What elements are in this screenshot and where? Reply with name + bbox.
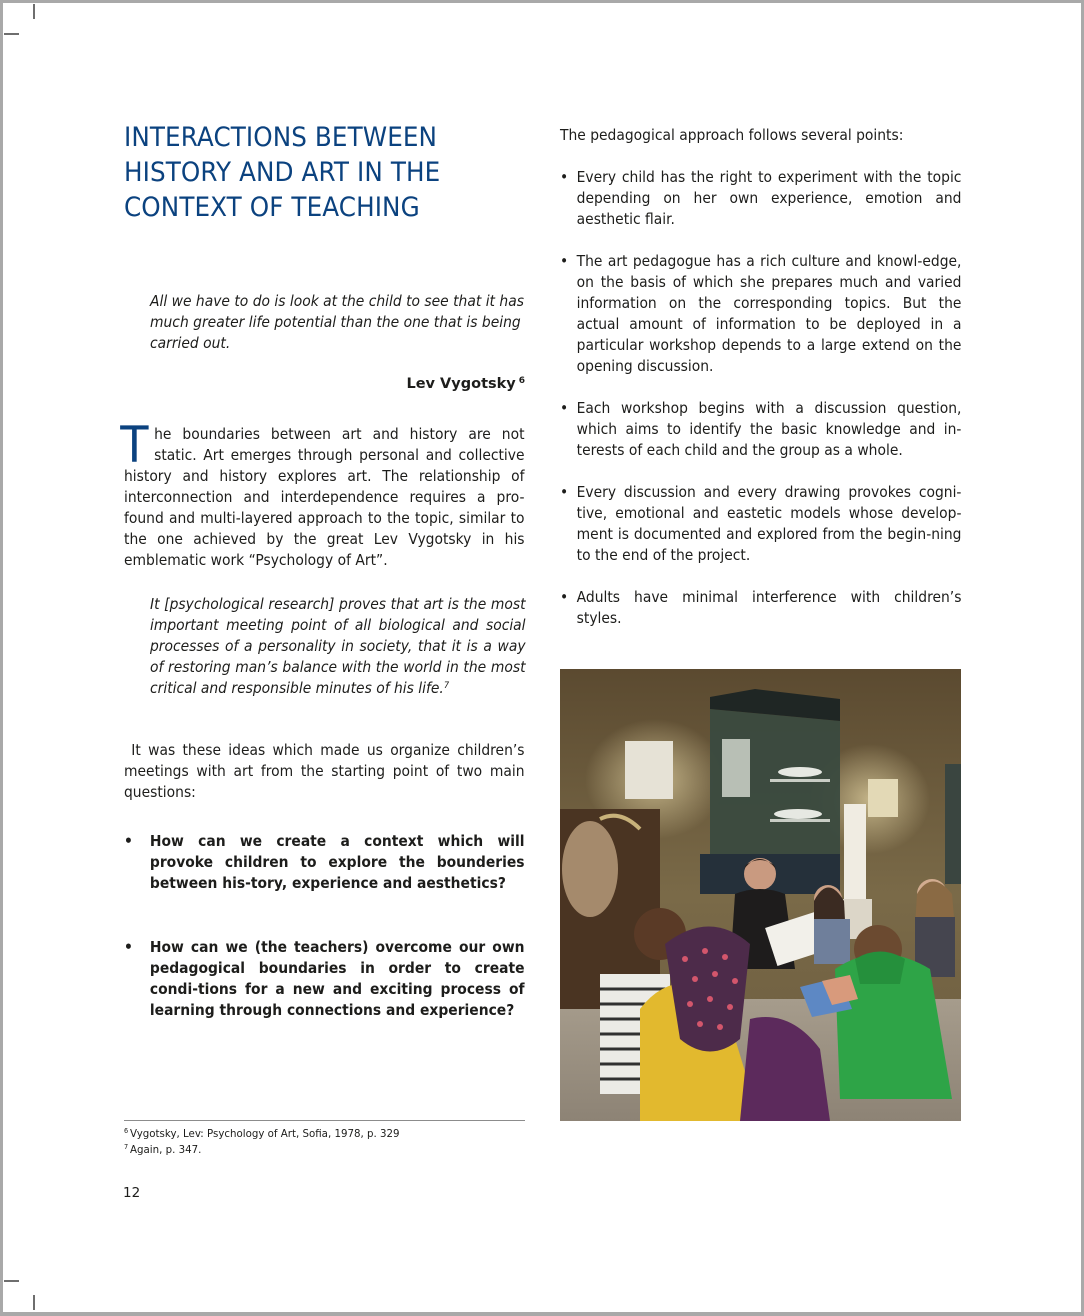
bullet-icon: • bbox=[124, 832, 133, 850]
approach-point bbox=[560, 251, 961, 377]
footnote-text: Vygotsky, Lev: Psychology of Art, Sofia, 1978, p. 329 bbox=[130, 1127, 400, 1140]
bullet-icon: • bbox=[560, 168, 569, 186]
block-quote-text: It [psychological research] proves that art is the most important meeting point of all biological and social processes of a personality in society, that it is a way of restoring man’s balance with the world in the most critical and responsible minutes of his life. bbox=[150, 595, 526, 697]
title-line: HISTORY AND ART IN THE bbox=[124, 157, 441, 188]
crop-mark bbox=[4, 33, 19, 35]
bullet-icon: • bbox=[124, 938, 133, 956]
photo-illustration bbox=[560, 669, 961, 1121]
footnote-number: 6 bbox=[124, 1127, 129, 1135]
page-title bbox=[124, 120, 533, 225]
approach-point-text: Every child has the right to experiment with the topic depending on her own experience, emotion and aesthetic flair. bbox=[576, 168, 962, 228]
title-line: CONTEXT OF TEACHING bbox=[124, 192, 420, 223]
epigraph-author: Lev Vygotsky bbox=[406, 376, 516, 392]
crop-mark bbox=[4, 1280, 19, 1282]
question-item bbox=[124, 937, 525, 1021]
approach-point-text: The art pedagogue has a rich culture and knowl-edge, on the basis of which she prepares much and varied information on the corresponding topics. But the actual amount of information to be deployed in a particular workshop depends to a large extend on the opening discussion. bbox=[576, 252, 962, 375]
approach-point-text: Adults have minimal interference with children’s styles. bbox=[576, 588, 962, 627]
drop-cap: T bbox=[120, 416, 149, 474]
page-number: 12 bbox=[123, 1185, 141, 1201]
questions-lead bbox=[124, 740, 525, 803]
bullet-icon: • bbox=[560, 588, 569, 606]
approach-point bbox=[560, 167, 961, 230]
epigraph: All we have to do is look at the child to see that it has much greater life potential than the one that is being carried out. bbox=[150, 292, 524, 352]
intro-paragraph bbox=[120, 416, 525, 571]
footnote-ref[interactable]: 6 bbox=[518, 376, 525, 386]
footnote bbox=[124, 1126, 400, 1142]
approach-intro: The pedagogical approach follows several points: bbox=[560, 126, 904, 144]
footnote-text: Again, p. 347. bbox=[130, 1143, 202, 1156]
crop-mark bbox=[33, 4, 35, 19]
question-text: How can we create a context which will provoke children to explore the bounderies between his-tory, experience and aesthetics? bbox=[149, 832, 525, 892]
footnote-ref[interactable]: 7 bbox=[443, 681, 450, 691]
approach-point bbox=[560, 398, 961, 461]
left-column bbox=[120, 120, 526, 1019]
footnote-number: 7 bbox=[124, 1143, 129, 1151]
crop-mark bbox=[33, 1295, 35, 1310]
approach-points-list bbox=[560, 167, 961, 629]
approach-point-text: Each workshop begins with a discussion question, which aims to identify the basic knowledge and in-terests of each child and the group as a whole. bbox=[576, 399, 962, 459]
bullet-icon: • bbox=[560, 399, 569, 417]
footnotes bbox=[124, 1126, 400, 1158]
bullet-icon: • bbox=[560, 252, 569, 270]
footnote-divider bbox=[124, 1120, 525, 1121]
questions-lead-text: It was these ideas which made us organize children’s meetings with art from the starting point of two main questions: bbox=[124, 741, 525, 801]
block-quote bbox=[150, 594, 526, 699]
question-item bbox=[124, 831, 525, 894]
intro-text: he boundaries between art and history are not static. Art emerges through personal and collective history and history explores art. The relationship of interconnection and interdependence requires a pro-found and multi-layered approach to the topic, similar to the one achieved by the great Lev Vygotsky in his emblematic work “Psychology of Art”. bbox=[124, 425, 525, 569]
footnote bbox=[124, 1142, 400, 1158]
workshop-photo bbox=[560, 669, 961, 1121]
epigraph-attribution bbox=[406, 374, 525, 395]
bullet-icon: • bbox=[560, 483, 569, 501]
approach-point bbox=[560, 587, 961, 629]
approach-point bbox=[560, 482, 961, 566]
title-line: INTERACTIONS BETWEEN bbox=[124, 122, 438, 153]
question-text: How can we (the teachers) overcome our own pedagogical boundaries in order to create condi-tions for a new and exciting process of learning through connections and experience? bbox=[149, 938, 525, 1019]
questions-list bbox=[124, 831, 525, 1021]
approach-point-text: Every discussion and every drawing provokes cogni-tive, emotional and eastetic models whose develop-ment is documented and explored from the begin-ning to the end of the project. bbox=[576, 483, 962, 564]
